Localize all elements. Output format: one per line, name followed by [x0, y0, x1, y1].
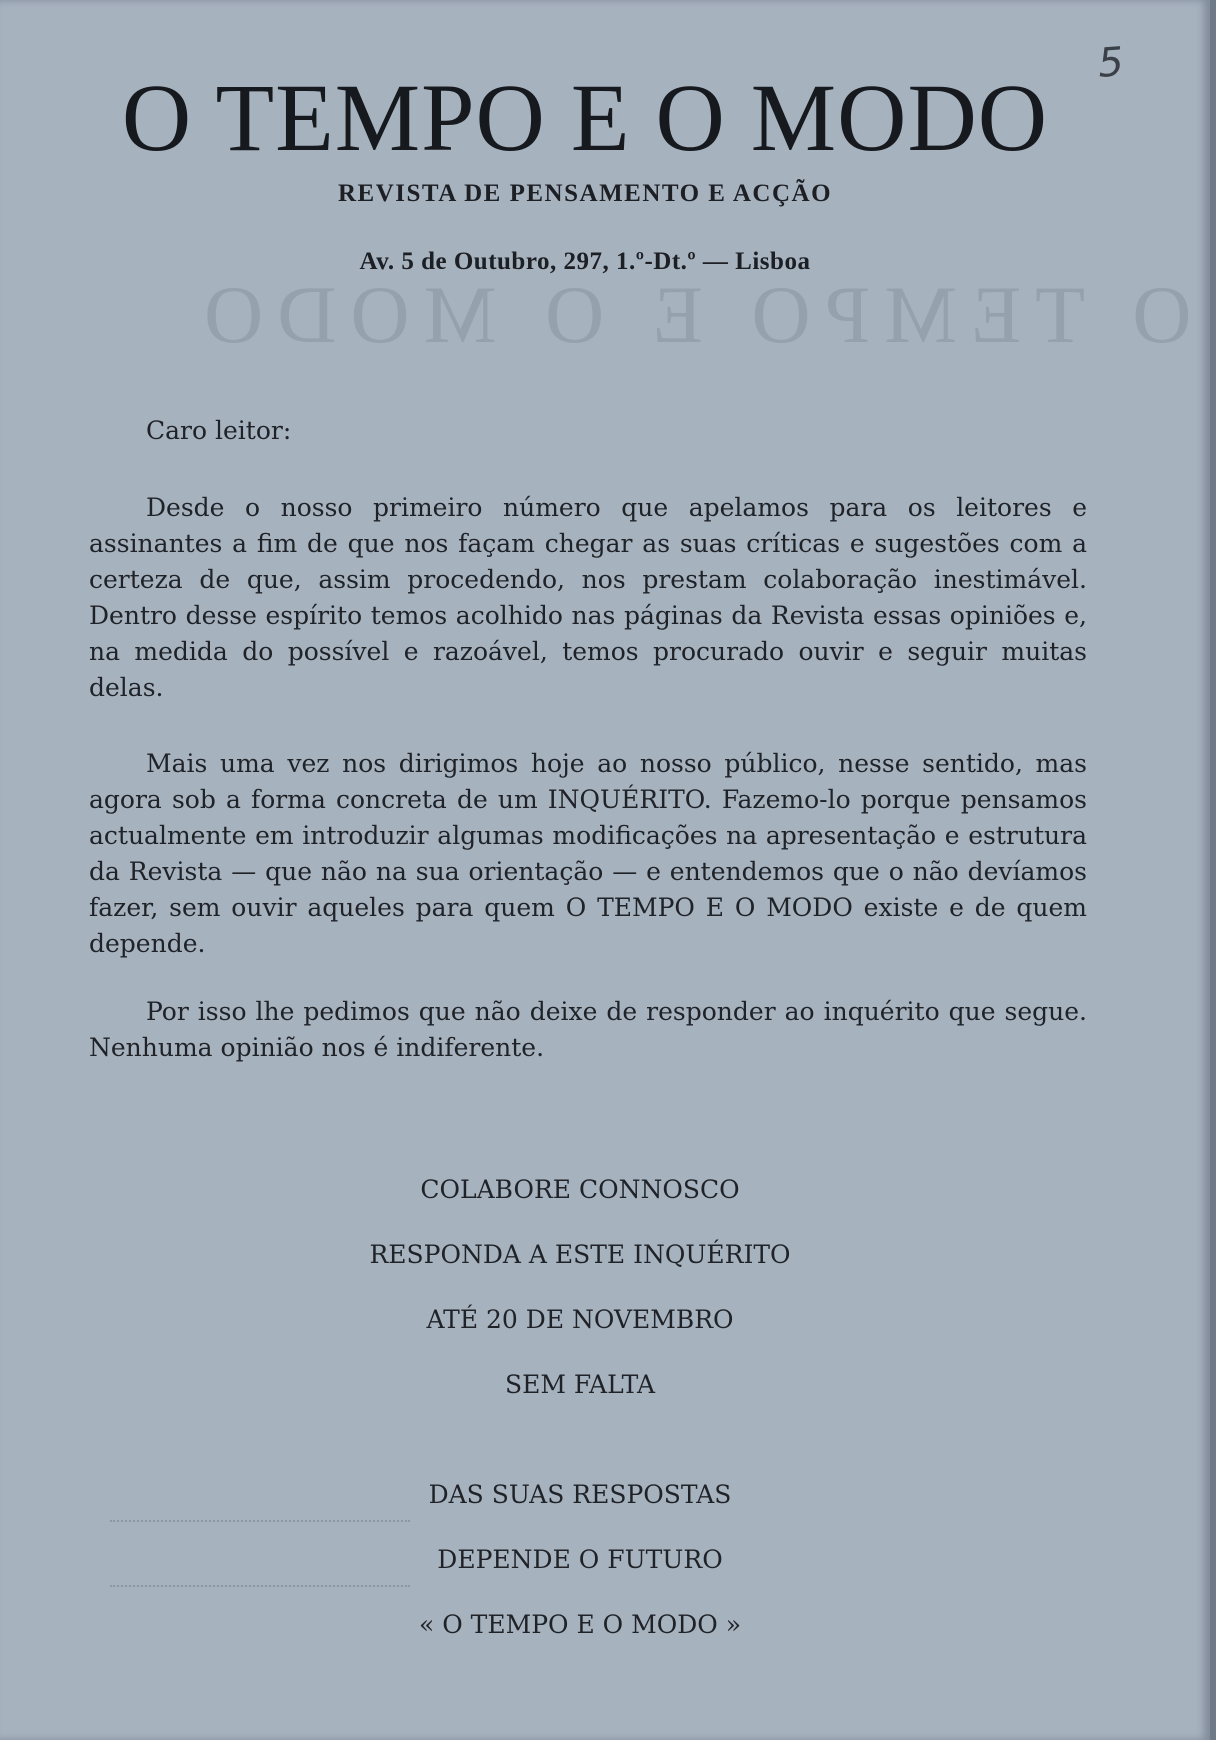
handwritten-page-number: 5	[1096, 39, 1126, 87]
letter-paragraph: Por isso lhe pedimos que não deixe de responder ao inquérito que segue. Nenhuma opinião nos é indiferente.	[89, 997, 1087, 1062]
dotted-rule	[110, 1520, 410, 1522]
letter-salutation: Caro leitor:	[146, 416, 292, 445]
masthead-address: Av. 5 de Outubro, 297, 1.º-Dt.º — Lisboa	[359, 248, 811, 275]
cta-line: « O TEMPO E O MODO »	[419, 1610, 741, 1639]
cta-line: RESPONDA A ESTE INQUÉRITO	[369, 1240, 791, 1269]
cta-line: ATÉ 20 DE NOVEMBRO	[426, 1305, 734, 1334]
show-through-text: O TEMPO E O MODO	[190, 269, 1192, 360]
dotted-rule	[110, 1585, 410, 1587]
page-edge	[1210, 0, 1216, 1740]
cta-line: DEPENDE O FUTURO	[437, 1545, 723, 1574]
cta-line: SEM FALTA	[504, 1370, 656, 1399]
cta-line: COLABORE CONNOSCO	[420, 1175, 740, 1204]
letter-paragraph: Mais uma vez nos dirigimos hoje ao nosso público, nesse sentido, mas agora sob a forma concreta de um INQUÉRITO. Fazemo-lo porque pensamos actualmente em introduzir algumas modificações na apresentação e estrutura da Revista — que não na sua orientação — e entendemos que o não devíamos fazer, sem ouvir aqueles para quem O TEMPO E O MODO existe e de quem depende.	[89, 749, 1087, 958]
page-title: O TEMPO E O MODO	[121, 64, 1049, 171]
cta-line: DAS SUAS RESPOSTAS	[428, 1480, 732, 1509]
masthead-subtitle: REVISTA DE PENSAMENTO E ACÇÃO	[337, 180, 833, 207]
letter-paragraph: Desde o nosso primeiro número que apelamos para os leitores e assinantes a fim de que nos façam chegar as suas críticas e sugestões com a certeza de que, assim procedendo, nos prestam colaboração inestimável. Dentro desse espírito temos acolhido nas páginas da Revista essas opiniões e, na medida do possível e razoável, temos procurado ouvir e seguir muitas delas.	[89, 493, 1087, 702]
